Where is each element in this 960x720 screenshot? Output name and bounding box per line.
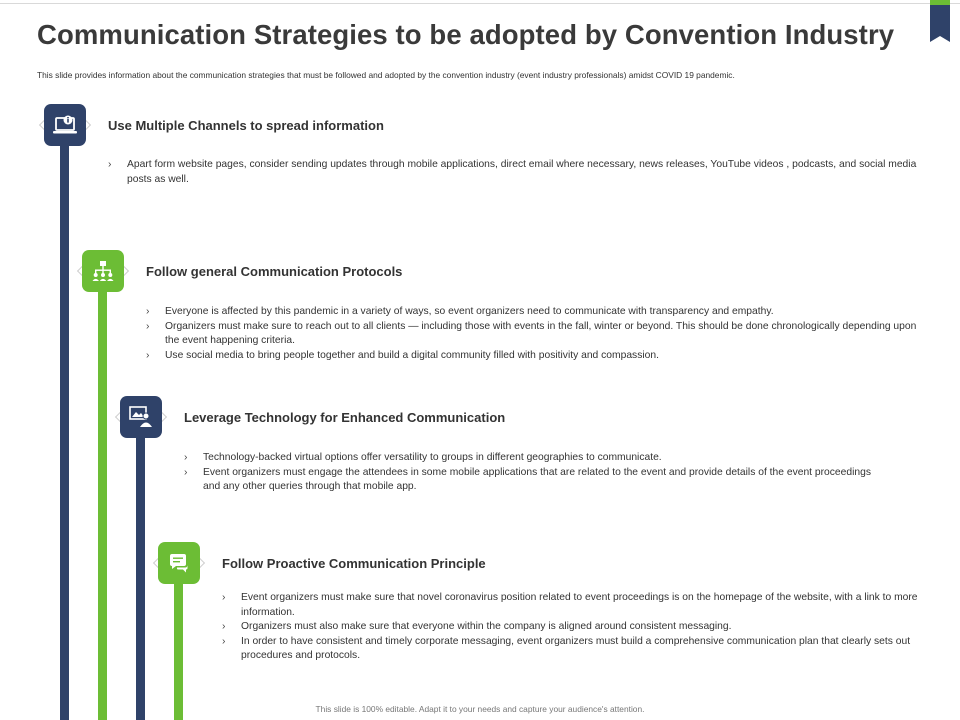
strategy-heading-4: Follow Proactive Communication Principle <box>222 556 486 571</box>
bullet-item: › Organizers must make sure to reach out to all clients — including those with events in the fall, winter or beyond. This should be done chronologically depending upon the event happening criteria. <box>146 320 918 349</box>
laptop-info-icon <box>53 114 77 136</box>
top-divider <box>0 3 960 4</box>
bullet-item: › Technology-backed virtual options offer versatility to groups in different geographies to communicate. <box>184 451 884 466</box>
bullet-item: › Event organizers must make sure that novel coronavirus position related to event proceedings is on the homepage of the website, with a link to more information. <box>222 591 936 620</box>
organization-chart-icon <box>92 260 114 282</box>
slide-title: Communication Strategies to be adopted by Convention Industry <box>37 19 895 50</box>
strategy-heading-1: Use Multiple Channels to spread information <box>108 118 384 133</box>
slide-footer: This slide is 100% editable. Adapt it to your needs and capture your audience's attention. <box>315 704 645 714</box>
timeline-pole-2 <box>98 276 107 720</box>
bullet-item: › In order to have consistent and timely corporate messaging, event organizers must build a comprehensive communication plan that clearly sets out procedures and protocols. <box>222 635 936 664</box>
strategy-heading-3: Leverage Technology for Enhanced Communication <box>184 410 506 425</box>
strategy-heading-2: Follow general Communication Protocols <box>146 264 403 279</box>
chat-bubbles-icon <box>168 552 190 574</box>
bullet-item: › Everyone is affected by this pandemic in a variety of ways, so event organizers need to communicate with transparency and empathy. <box>146 305 918 320</box>
strategy-bullets-1 <box>108 158 918 187</box>
strategy-icon-box-2 <box>82 250 124 292</box>
strategy-bullets-3 <box>184 451 884 495</box>
bullet-item: › Organizers must also make sure that everyone within the company is aligned around consistent messaging. <box>222 620 936 635</box>
strategy-bullets-2 <box>146 305 918 363</box>
strategy-icon-box-4 <box>158 542 200 584</box>
timeline-pole-3 <box>136 422 145 720</box>
bullet-item: › Use social media to bring people together and build a digital community filled with positivity and compassion. <box>146 349 918 364</box>
timeline-pole-4 <box>174 568 183 720</box>
strategy-icon-box-3 <box>120 396 162 438</box>
presentation-user-icon <box>129 406 153 428</box>
strategy-icon-box-1 <box>44 104 86 146</box>
timeline-pole-1 <box>60 130 69 720</box>
slide-subtitle: This slide provides information about the communication strategies that must be followed and adopted by the convention industry (event industry professionals) amidst COVID 19 pandemic. <box>37 70 735 80</box>
strategy-bullets-4 <box>222 591 936 664</box>
bookmark-ribbon-icon <box>930 0 950 44</box>
bullet-item: › Apart form website pages, consider sending updates through mobile applications, direct email where necessary, news releases, YouTube videos , podcasts, and social media posts as well. <box>108 158 918 187</box>
bullet-item: › Event organizers must engage the attendees in some mobile applications that are related to the event and provide details of the event proceedings and any other queries through that mobile app. <box>184 466 884 495</box>
